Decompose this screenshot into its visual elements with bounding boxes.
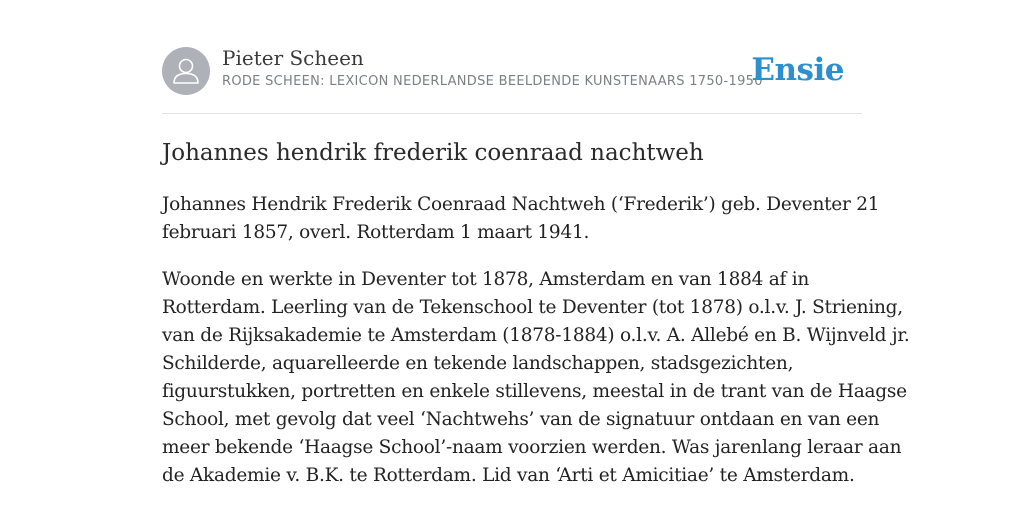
user-icon[interactable] (162, 47, 210, 95)
text-line: meer bekende ‘Haagse School’-naam voorzien werden. Was jarenlang leraar aan (162, 437, 902, 458)
source-title[interactable]: RODE SCHEEN: LEXICON NEDERLANDSE BEELDENDE KUNSTENAARS 1750-1950 (222, 74, 763, 89)
article-paragraph (162, 266, 910, 490)
article-header (162, 46, 862, 96)
text-line: Schilderde, aquarelleerde en tekende landschappen, stadsgezichten, (162, 353, 794, 374)
text-line: van de Rijksakademie te Amsterdam (1878-1884) o.l.v. A. Allebé en B. Wijnveld jr. (162, 325, 910, 346)
ensie-logo[interactable]: Ensie (751, 52, 844, 88)
user-icon-glyph (162, 47, 210, 95)
text-line: figuurstukken, portretten en enkele stillevens, meestal in de trant van de Haagse (162, 381, 907, 402)
text-line: School, met gevolg dat veel ‘Nachtwehs’ van de signatuur ontdaan en van een (162, 409, 880, 430)
article-body (162, 137, 910, 509)
text-line: Woonde en werkte in Deventer tot 1878, Amsterdam en van 1884 af in (162, 269, 810, 290)
text-line: Rotterdam. Leerling van de Tekenschool te Deventer (tot 1878) o.l.v. J. Striening, (162, 297, 903, 318)
author-name[interactable]: Pieter Scheen (222, 46, 364, 70)
text-line: Johannes Hendrik Frederik Coenraad Nachtweh (‘Frederik’) geb. Deventer 21 (162, 194, 880, 215)
article-title: Johannes hendrik frederik coenraad nachtweh (162, 140, 704, 166)
text-line: februari 1857, overl. Rotterdam 1 maart 1941. (162, 222, 590, 243)
text-line: de Akademie v. B.K. te Rotterdam. Lid van ‘Arti et Amicitiae’ te Amsterdam. (162, 465, 855, 486)
header-divider (162, 113, 862, 114)
article-paragraph (162, 191, 880, 247)
